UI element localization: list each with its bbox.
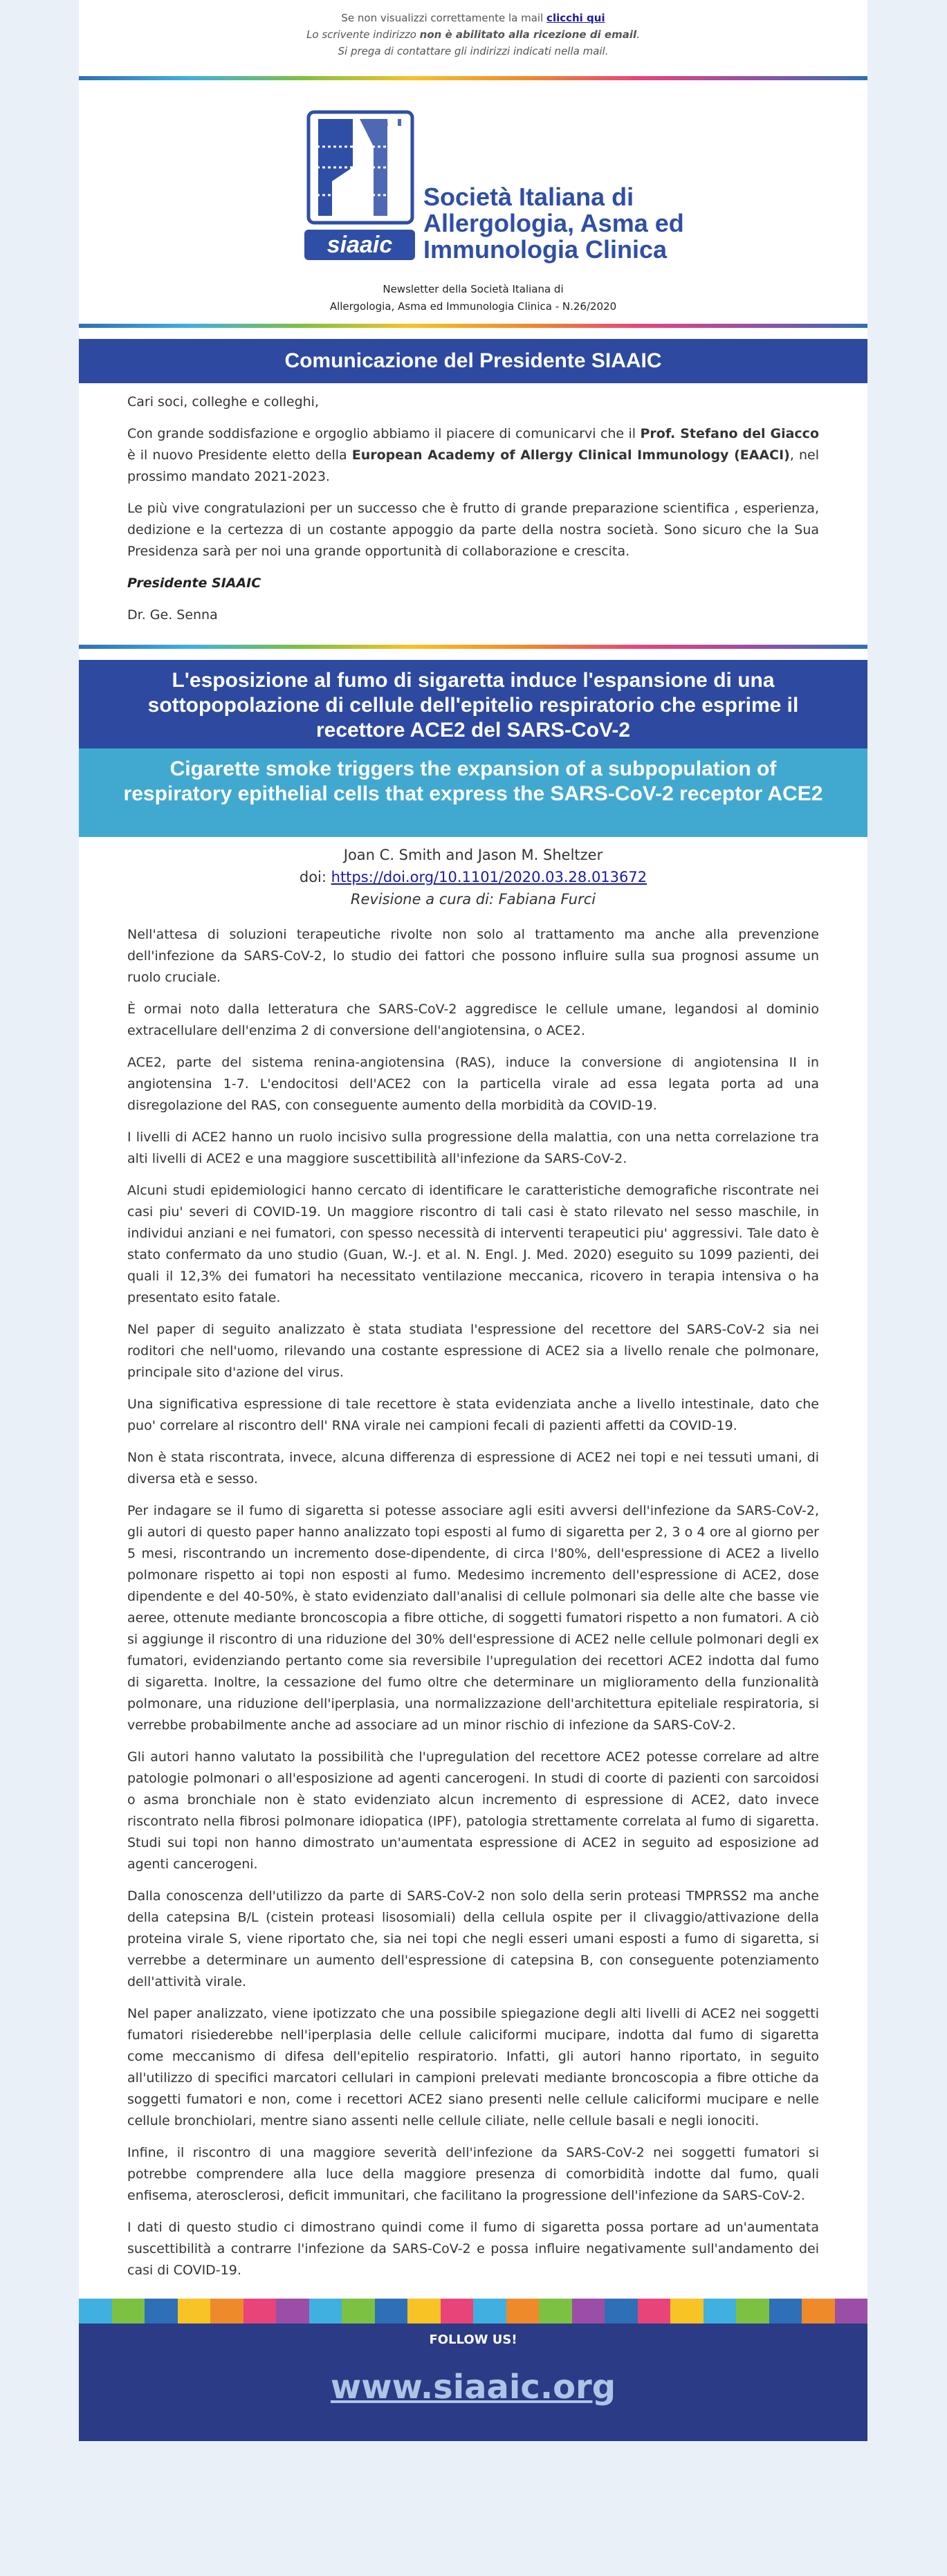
article-paragraph: Non è stata riscontrata, invece, alcuna differenza di espressione di ACE2 nei topi e nei tessuti umani, di diversa età e sesso. [127, 1450, 819, 1487]
article-title-en: Cigarette smoke triggers the expansion of a subpopulation of respiratory epithelial cells that express the SARS-CoV-2 receptor ACE2 [79, 748, 867, 837]
president-paragraph-1: Con grande soddisfazione e orgoglio abbiamo il piacere di comunicarvi che il Prof. Stefano del Giacco è il nuovo Presidente eletto della European Academy of Allergy Clinical Immunology (EAACI), nel prossimo mandato 2021-2023. [127, 426, 819, 484]
newsletter-line-2: Allergologia, Asma ed Immunologia Clinica - N.26/2020 [329, 300, 617, 313]
article-review: Revisione a cura di: Fabiana Furci [350, 891, 596, 908]
article-paragraph: Infine, il riscontro di una maggiore severità dell'infezione da SARS-CoV-2 nei soggetti fumatori si potrebbe comprendere alla luce della maggiore presenza di comorbidità indotte dal fumo, quali enfisema, aterosclerosi, deficit immunitari, che facilitano la progressione dell'infezione da SARS-CoV-2. [127, 2145, 819, 2203]
article-section [79, 649, 867, 2299]
article-authors: Joan C. Smith and Jason M. Sheltzer [343, 847, 603, 863]
article-paragraph: Alcuni studi epidemiologici hanno cercato di identificare le caratteristiche demografiche riscontrate nei casi piu' severi di COVID-19. Un maggiore riscontro di tali casi è stato rilevato nel sesso maschile, in individui anziani e nei fumatori, con spesso necessità di interventi terapeutici piu' aggressivi. Tale dato è stato confermato da uno studio (Guan, W.-J. et al. N. Engl. J. Med. 2020) eseguito su 1099 pazienti, dei quali il 12,3% dei fumatori ha necessitato ventilazione meccanica, ricovero in terapia intensiva o ha presentato esito fatale. [127, 1183, 819, 1305]
article-title-it: L'esposizione al fumo di sigaretta induce l'espansione di una sottopopolazione di cellule dell'epitelio respiratorio che esprime il recettore ACE2 del SARS-CoV-2 [79, 660, 867, 748]
newsletter-line-1: Newsletter della Società Italiana di [383, 283, 564, 295]
logo-text [423, 184, 684, 263]
article-paragraph: I dati di questo studio ci dimostrano quindi come il fumo di sigaretta possa portare ad un'aumentata suscettibilità a contrarre l'infezione da SARS-CoV-2 e possa influire negativamente sull'andamento dei casi di COVID-19. [127, 2220, 819, 2278]
article-paragraph: È ormai noto dalla letteratura che SARS-CoV-2 aggredisce le cellule umane, legandosi al dominio extracellulare dell'enzima 2 di conversione dell'angiotensina, o ACE2. [127, 1002, 819, 1038]
view-online-link[interactable]: clicchi qui [546, 12, 605, 24]
article-paragraph: Nel paper di seguito analizzato è stata studiata l'espressione del recettore del SARS-CoV-2 sia nei roditori che nell'uomo, rilevando una costante espressione di ACE2 sia a livello renale che polmonare, principale sito d'azione del virus. [127, 1322, 819, 1380]
article-meta [79, 837, 867, 910]
view-online-line [79, 10, 867, 26]
contact-line: Si prega di contattare gli indirizzi indicati nella mail. [338, 45, 609, 57]
logo-badge: siaaic [327, 232, 393, 258]
article-body [79, 910, 867, 2299]
article-paragraph: ACE2, parte del sistema renina-angiotensina (RAS), induce la conversione di angiotensina II in angiotensina 1-7. L'endocitosi dell'ACE2 con la particella virale ad essa legata porta ad una disregolazione del RAS, con conseguente aumento della morbidità da COVID-19. [127, 1055, 819, 1113]
sender-line: Lo scrivente indirizzo non è abilitato alla ricezione di email. [306, 28, 640, 41]
article-doi: doi: https://doi.org/10.1101/2020.03.28.013672 [299, 869, 647, 885]
view-online-text: Se non visualizzi correttamente la mail [341, 12, 547, 24]
president-section [79, 328, 867, 645]
top-notice [79, 0, 867, 76]
president-greeting: Cari soci, colleghe e colleghi, [127, 394, 319, 410]
president-body [79, 383, 867, 645]
article-paragraph: Una significativa espressione di tale recettore è stata evidenziata anche a livello intestinale, dato che puo' correlare al riscontro dell' RNA virale nei campioni fecali di pazienti affetti da COVID-19. [127, 1397, 819, 1433]
president-title: Comunicazione del Presidente SIAAIC [79, 339, 867, 383]
signature-role: Presidente SIAAIC [127, 576, 261, 591]
logo-area [79, 80, 867, 324]
follow-us-label: FOLLOW US! [429, 2333, 517, 2347]
article-paragraph: Gli autori hanno valutato la possibilità che l'upregulation del recettore ACE2 potesse correlare ad altre patologie polmonari o all'esposizione ad agenti cancerogeni. In studi di coorte di pazienti con sarcoidosi o asma bronchiale non è stato evidenziato alcun incremento di espressione di ACE2, dato invece riscontrato nella fibrosi polmonare idiopatica (IPF), patologia strettamente correlata al fumo di sigaretta. Studi sui topi non hanno dimostrato un'aumentata espressione di ACE2 in seguito ad esposizione ad agenti cancerogeni. [127, 1749, 819, 1872]
article-paragraph: I livelli di ACE2 hanno un ruolo incisivo sulla progressione della malattia, con una netta correlazione tra alti livelli di ACE2 e una maggiore suscettibilità all'infezione da SARS-CoV-2. [127, 1130, 819, 1166]
sender-bold: non è abilitato alla ricezione di email [419, 28, 637, 41]
color-blocks [79, 2299, 867, 2324]
website-link[interactable]: www.siaaic.org [330, 2368, 616, 2407]
article-paragraph: Nell'attesa di soluzioni terapeutiche rivolte non solo al trattamento ma anche alla prevenzione dell'infezione da SARS-CoV-2, lo studio dei fattori che possono influire sulla sua prognosi assume un ruolo cruciale. [127, 927, 819, 985]
logo-line-3: Immunologia Clinica [423, 235, 668, 264]
newsletter-caption [79, 281, 867, 315]
article-paragraph: Nel paper analizzato, viene ipotizzato che una possibile spiegazione degli alti livelli di ACE2 nei soggetti fumatori risiederebbe nell'iperplasia delle cellule caliciformi mucipare, indotta dal fumo di sigaretta come meccanismo di difesa dell'epitelio respiratorio. Infatti, gli autori hanno riportato, in seguito all'utilizzo di specifici marcatori cellulari in campioni prelevati mediante broncoscopia a fibre ottiche da soggetti fumatori e non, come i recettori ACE2 siano presenti nelle cellule caliciformi mucipare e nelle cellule bronchiolari, mentre siano assenti nelle cellule ciliate, nelle cellule basali e negli ionociti. [127, 2006, 819, 2128]
logo-line-2: Allergologia, Asma ed [423, 209, 684, 237]
sender-prefix: Lo scrivente indirizzo [306, 28, 420, 41]
footer [79, 2324, 867, 2441]
article-paragraph: Dalla conoscenza dell'utilizzo da parte di SARS-CoV-2 non solo della serin proteasi TMPRSS2 ma anche della catepsina B/L (cistein proteasi lisosomiali) della cellula ospite per il clivaggio/attivazione della proteina virale S, viene riportato che, sia nei topi che negli esseri umani esposti a fumo di sigaretta, si verrebbe a determinare un aumento dell'espressione di catepsina B, con conseguente potenziamento dell'attività virale. [127, 1888, 819, 1989]
doi-link[interactable]: https://doi.org/10.1101/2020.03.28.013672 [331, 869, 647, 885]
president-paragraph-2: Le più vive congratulazioni per un successo che è frutto di grande preparazione scientifica , esperienza, dedizione e la certezza di un costante appoggio da parte della nostra società. Sono sicuro che la Sua Presidenza sarà per noi una grande opportunità di collaborazione e crescita. [127, 501, 819, 559]
article-paragraph: Per indagare se il fumo di sigaretta si potesse associare agli esiti avversi dell'infezione da SARS-CoV-2, gli autori di questo paper hanno analizzato topi esposti al fumo di sigaretta per 2, 3 o 4 ore al giorno per 5 mesi, riscontrando un incremento dose-dipendente, di circa l'80%, dell'espressione di ACE2 a livello polmonare rispetto ai topi non esposti al fumo. Medesimo incremento dell'espressione di ACE2, dose dipendente e del 40-50%, è stato evidenziato dall'analisi di cellule polmonari sia delle alte che basse vie aeree, ottenute mediante broncoscopia a fibre ottiche, di soggetti fumatori rispetto a non fumatori. A ciò si aggiunge il riscontro di una riduzione del 30% dell'espressione di ACE2 nelle cellule polmonari degli ex fumatori, evidenziando pertanto come sia reversibile l'upregulation dei recettori ACE2 indotta dal fumo di sigaretta. Inoltre, la cessazione del fumo oltre che determinare un miglioramento della funzionalità polmonare, una riduzione dell'iperplasia, una normalizzazione dell'architettura epiteliale respiratoria, si verrebbe probabilmente anche ad associare ad un minor rischio di infezione da SARS-CoV-2. [127, 1503, 819, 1733]
logo-line-1: Società Italiana di [423, 183, 634, 211]
signature-name: Dr. Ge. Senna [127, 607, 218, 623]
